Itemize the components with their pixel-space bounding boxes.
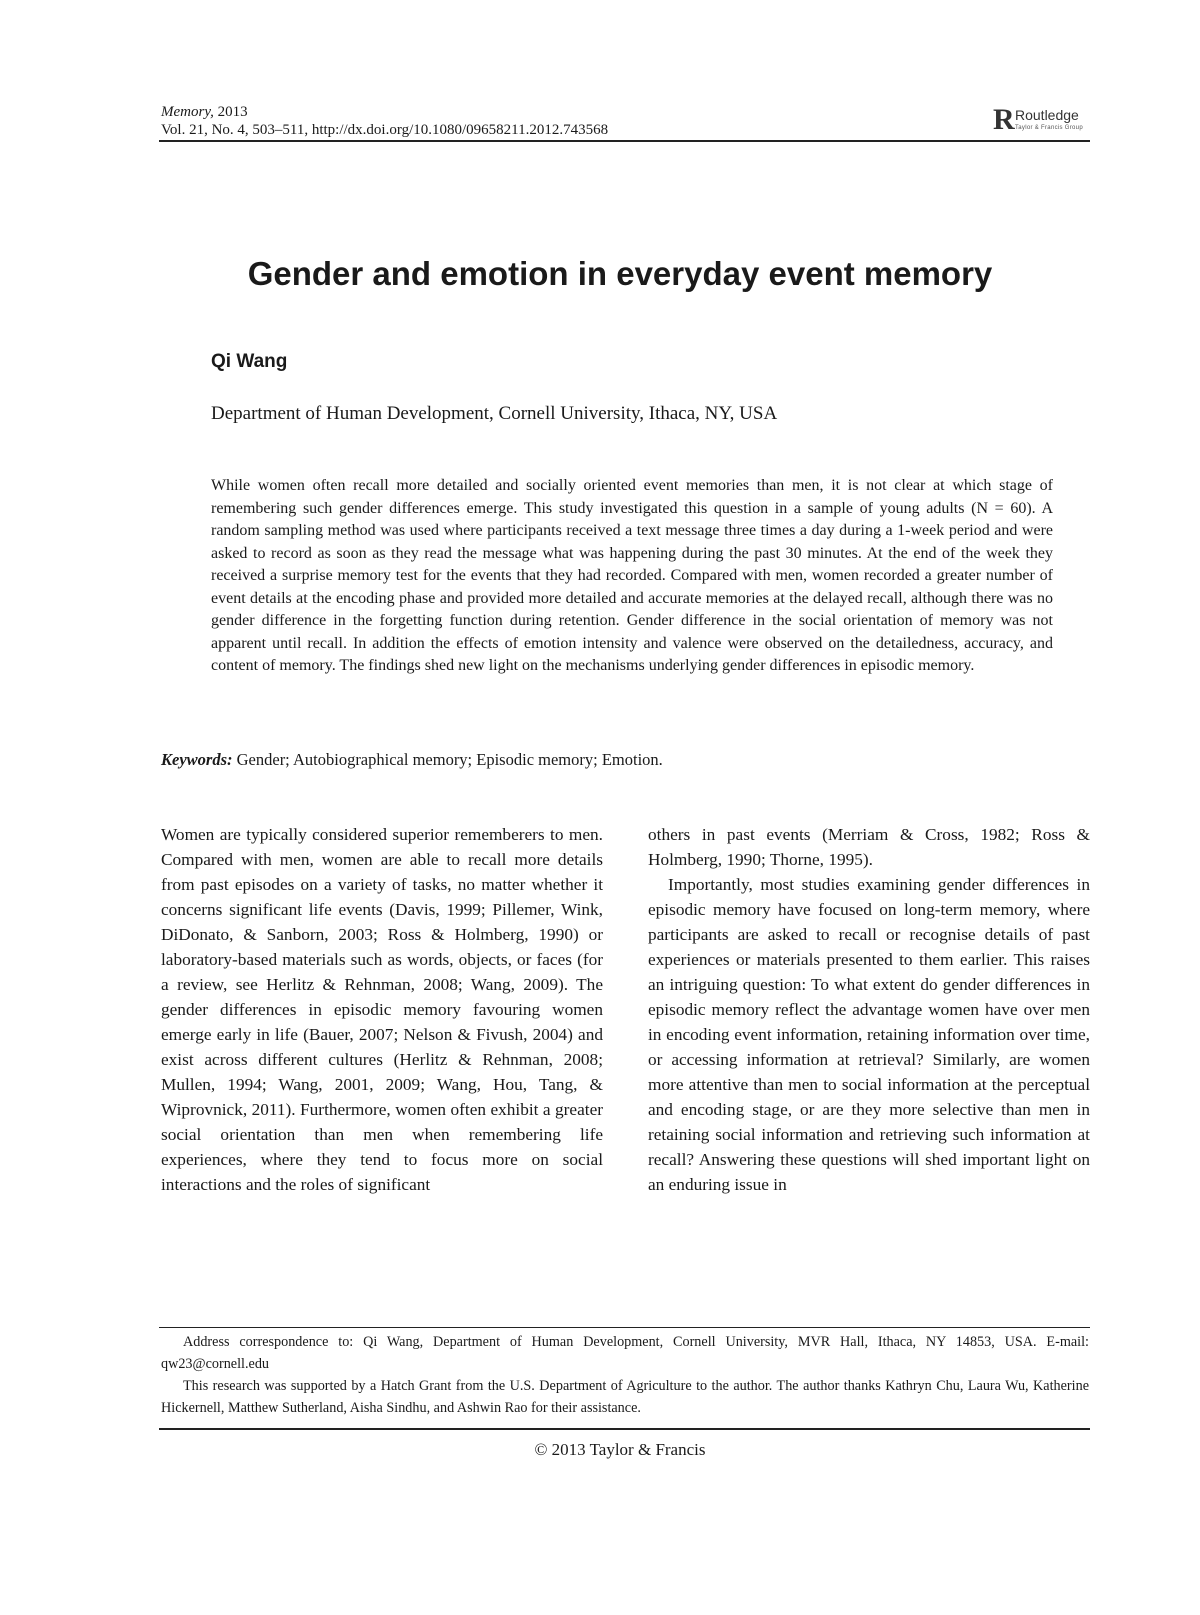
footnote-correspondence <box>161 1331 1089 1375</box>
footer-divider <box>159 1428 1090 1430</box>
footnote-text: Address correspondence to: Qi Wang, Department of Human Development, Cornell University, MVR Hall, Ithaca, NY 14853, USA. E-mail: qw23@cornell.edu <box>161 1334 1089 1372</box>
journal-name: Memory, <box>161 104 214 120</box>
footnote-divider <box>159 1327 1090 1328</box>
running-header-journal <box>161 103 248 121</box>
journal-year: 2013 <box>213 104 248 120</box>
body-column-right <box>648 822 1090 1197</box>
keywords-label: Keywords: <box>161 750 233 769</box>
logo-name: Routledge <box>1015 107 1079 123</box>
author-affiliation: Department of Human Development, Cornell University, Ithaca, NY, USA <box>211 403 778 424</box>
publisher-logo <box>993 105 1093 137</box>
footnote-funding <box>161 1375 1089 1419</box>
body-paragraph: Importantly, most studies examining gender differences in episodic memory have focused on long-term memory, where participants are asked to recall or recognise details of past experiences or materials presented to them earlier. This raises an intriguing question: To what extent do gender differences in episodic memory reflect the advantage women have over men in encoding event information, retaining information over time, or accessing information at retrieval? Similarly, are women more attentive than men to social information at the perceptual and encoding stage, or are they more selective than men in retaining social information and retrieving such information at recall? Answering these questions will shed important light on an enduring issue in <box>648 875 1090 1194</box>
keywords <box>161 750 663 770</box>
footnote-text: This research was supported by a Hatch Grant from the U.S. Department of Agriculture to the author. The author thanks Kathryn Chu, Laura Wu, Katherine Hickernell, Matthew Sutherland, Aisha Sindhu, and Ashwin Rao for their assistance. <box>161 1378 1089 1416</box>
abstract: While women often recall more detailed and socially oriented event memories than men, it is not clear at which stage of remembering such gender differences emerge. This study investigated this question in a sample of young adults (N = 60). A random sampling method was used where participants received a text message three times a day during a 1-week period and were asked to record as soon as they read the message what was happening during the past 30 minutes. At the end of the week they received a surprise memory test for the events that they had recorded. Compared with men, women recorded a greater number of event details at the encoding phase and provided more detailed and accurate memories at the delayed recall, although there was no gender difference in the forgetting function during retention. Gender difference in the social orientation of memory was not apparent until recall. In addition the effects of emotion intensity and valence were observed on the detailedness, accuracy, and content of memory. The findings shed new light on the mechanisms underlying gender differences in episodic memory. <box>211 477 1053 674</box>
header-divider <box>159 140 1090 142</box>
paper-title: Gender and emotion in everyday event memory <box>247 255 993 292</box>
running-header-volume: Vol. 21, No. 4, 503–511, http://dx.doi.org/10.1080/09658211.2012.743568 <box>161 122 609 138</box>
copyright-notice: © 2013 Taylor & Francis <box>534 1440 706 1459</box>
routledge-r-icon: R <box>993 103 1015 136</box>
author-name: Qi Wang <box>211 351 288 372</box>
body-paragraph: Women are typically considered superior rememberers to men. Compared with men, women are able to recall more details from past episodes on a variety of tasks, no matter whether it concerns significant life events (Davis, 1999; Pillemer, Wink, DiDonato, & Sanborn, 2003; Ross & Holmberg, 1990) or laboratory-based materials such as words, objects, or faces (for a review, see Herlitz & Rehnman, 2008; Wang, 2009). The gender differences in episodic memory favouring women emerge early in life (Bauer, 2007; Nelson & Fivush, 2004) and exist across different cultures (Herlitz & Rehnman, 2008; Mullen, 1994; Wang, 2001, 2009; Wang, Hou, Tang, & Wiprovnick, 2011). Furthermore, women often exhibit a greater social orientation than men when remembering life experiences, where they tend to focus more on social interactions and the roles of significant <box>161 825 603 1194</box>
body-paragraph: others in past events (Merriam & Cross, 1982; Ross & Holmberg, 1990; Thorne, 1995). <box>648 825 1090 869</box>
keywords-list: Gender; Autobiographical memory; Episodic memory; Emotion. <box>232 750 663 769</box>
logo-subtitle: Taylor & Francis Group <box>1015 125 1083 131</box>
body-column-left <box>161 822 603 1197</box>
